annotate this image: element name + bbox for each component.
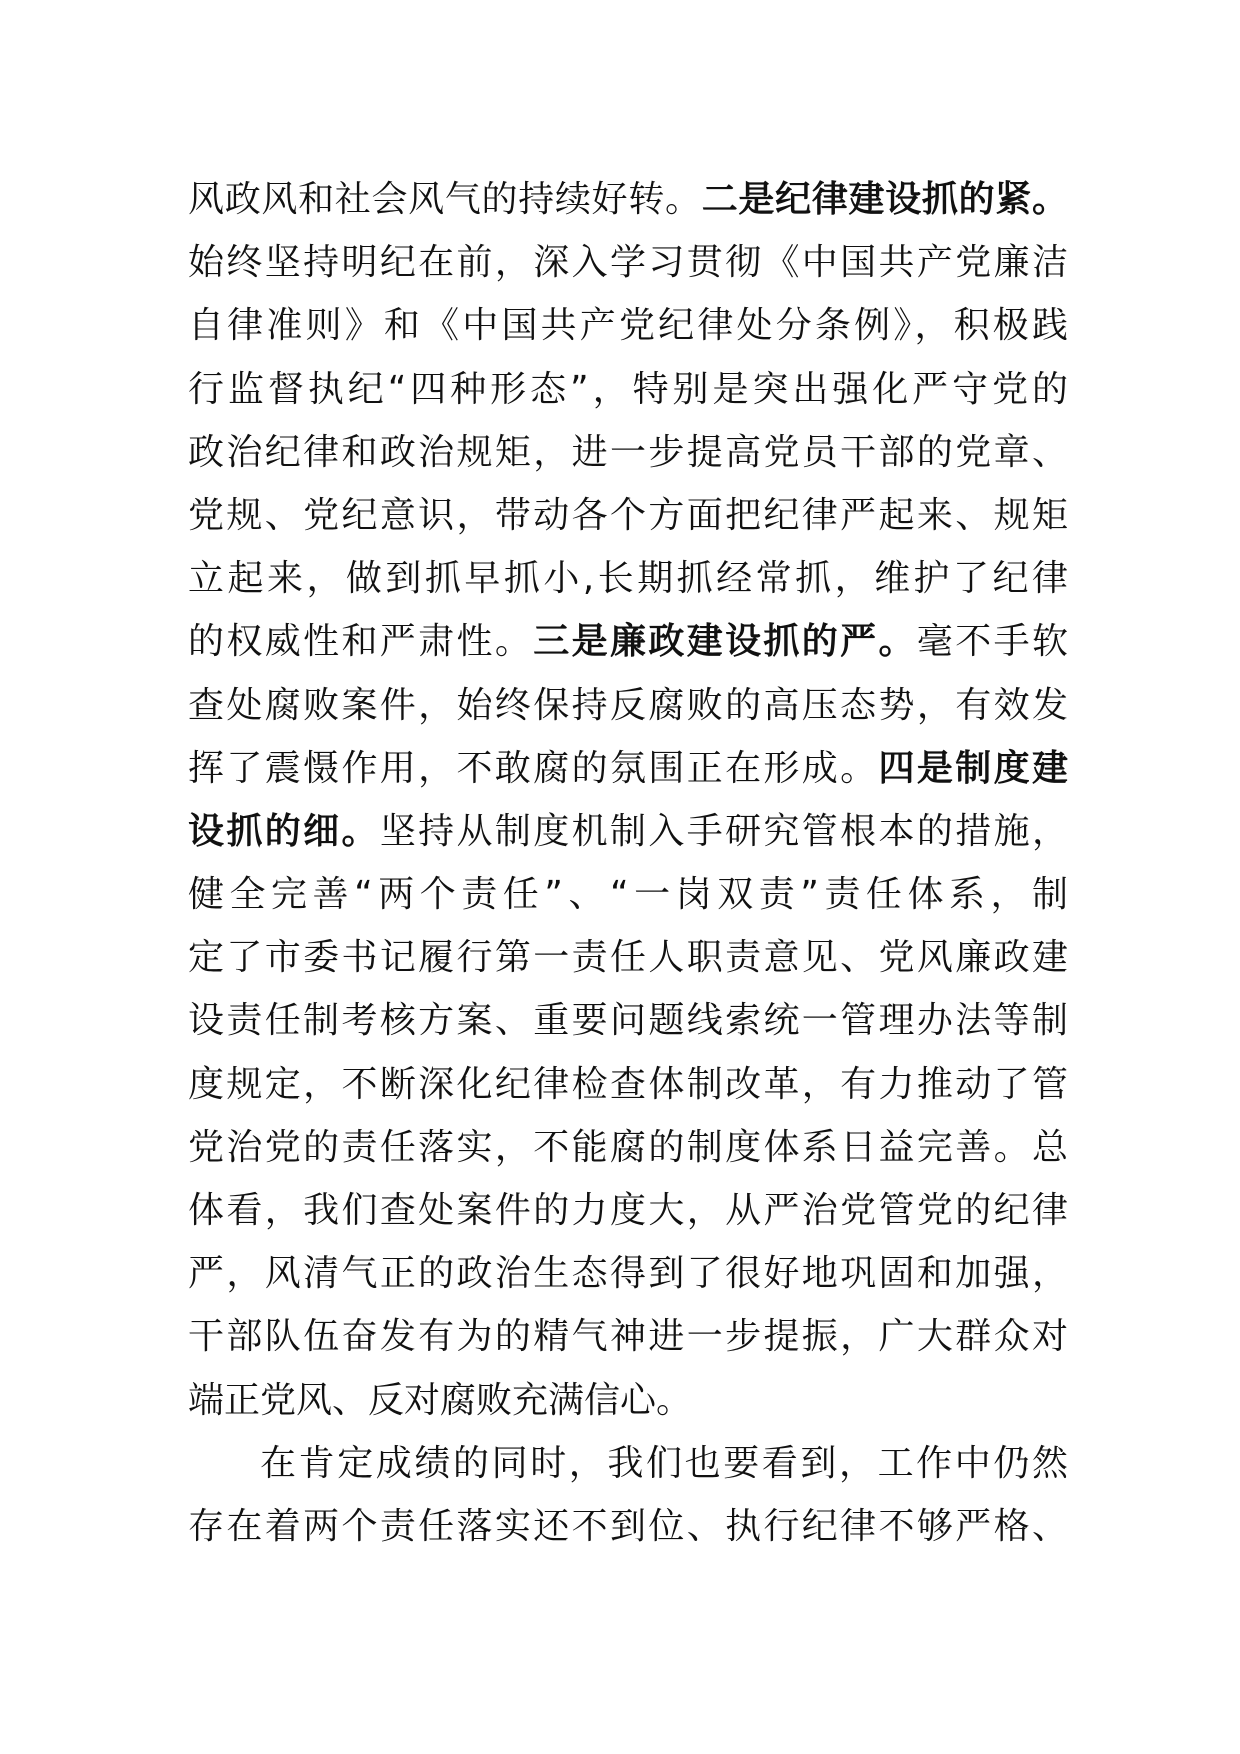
text-line: 严，风清气正的政治生态得到了很好地巩固和加强， bbox=[188, 1253, 1068, 1295]
text-line: 始终坚持明纪在前，深入学习贯彻《中国共产党廉洁 bbox=[188, 242, 1068, 284]
text-line: 立起来，做到抓早抓小,长期抓经常抓，维护了纪律 bbox=[188, 558, 1068, 600]
text-line: 体看，我们查处案件的力度大，从严治党管党的纪律 bbox=[188, 1190, 1068, 1231]
text-line: 定了市委书记履行第一责任人职责意见、党风廉政建 bbox=[188, 937, 1068, 979]
text-line bbox=[188, 737, 1068, 800]
text-run: 坚持从制度机制入手研究管根本的措施， bbox=[379, 810, 1068, 852]
bold-heading-3: 三是廉政建设抓的严。 bbox=[533, 621, 917, 663]
text-line: 党规、党纪意识，带动各个方面把纪律严起来、规矩 bbox=[188, 494, 1068, 536]
text-line: 党治党的责任落实，不能腐的制度体系日益完善。总 bbox=[188, 1126, 1068, 1168]
text-line: 健全完善“两个责任”、“一岗双责”责任体系，制 bbox=[188, 874, 1068, 916]
text-line bbox=[188, 800, 1068, 863]
text-run: 的权威性和严肃性。 bbox=[188, 621, 534, 663]
text-line: 设责任制考核方案、重要问题线索统一管理办法等制 bbox=[188, 1000, 1068, 1042]
text-run: 风政风和社会风气的持续好转。 bbox=[188, 179, 702, 220]
body-text bbox=[188, 168, 1068, 1558]
bold-heading-2: 二是纪律建设抓的紧。 bbox=[701, 179, 1068, 220]
text-run: 毫不手软 bbox=[916, 621, 1068, 663]
paragraph-end-line: 端正党风、反对腐败充满信心。 bbox=[188, 1379, 693, 1421]
text-line: 干部队伍奋发有为的精气神进一步提振，广大群众对 bbox=[188, 1316, 1068, 1358]
paragraph-start-line: 在肯定成绩的同时，我们也要看到，工作中仍然 bbox=[260, 1442, 1068, 1484]
text-line: 度规定，不断深化纪律检查体制改革，有力推动了管 bbox=[188, 1063, 1068, 1105]
bold-heading-4: 四是制度建 bbox=[878, 747, 1068, 789]
text-line: 查处腐败案件，始终保持反腐败的高压态势，有效发 bbox=[188, 684, 1068, 726]
text-line: 行监督执纪“四种形态”，特别是突出强化严守党的 bbox=[188, 368, 1068, 410]
text-line bbox=[188, 610, 1068, 673]
text-run: 挥了震慑作用，不敢腐的氛围正在形成。 bbox=[188, 747, 879, 789]
text-line bbox=[188, 168, 1068, 231]
bold-heading-4-cont: 设抓的细。 bbox=[188, 810, 380, 852]
text-line: 自律准则》和《中国共产党纪律处分条例》，积极践 bbox=[188, 305, 1068, 347]
text-line: 政治纪律和政治规矩，进一步提高党员干部的党章、 bbox=[188, 431, 1068, 473]
text-line: 存在着两个责任落实还不到位、执行纪律不够严格、 bbox=[188, 1505, 1068, 1547]
